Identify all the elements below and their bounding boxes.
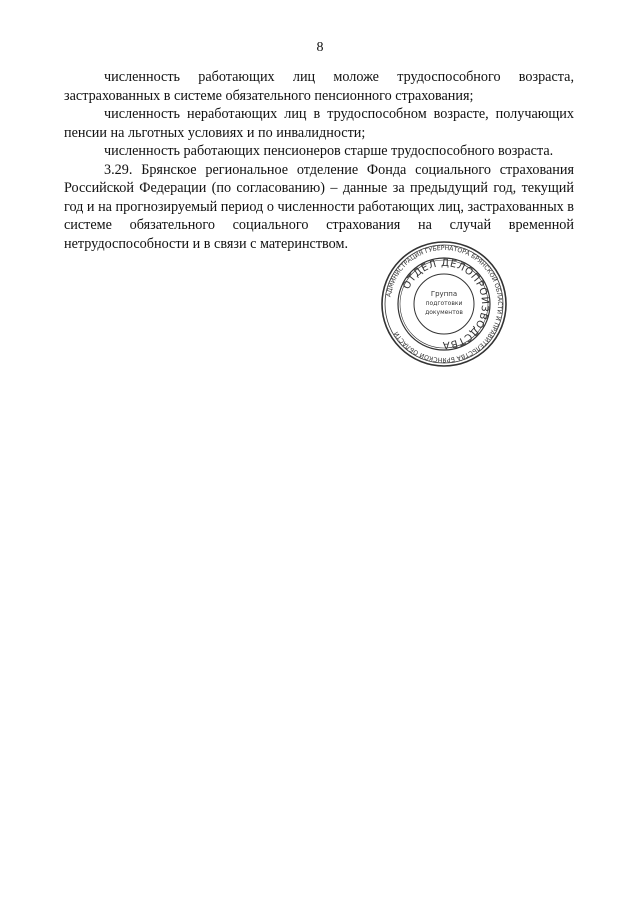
stamp-ring-text: ОТДЕЛ ДЕЛОПРОИЗВОДСТВА [401,257,491,351]
paragraph-1: численность работающих лиц моложе трудоспособного возраста, застрахованных в системе обязательного пенсионного страхования; [64,69,574,104]
official-stamp [380,240,508,368]
stamp-seal-icon [380,240,508,368]
paragraph-3: численность работающих пенсионеров старше трудоспособного возраста. [104,143,554,159]
stamp-center-line-2: подготовки [425,300,463,307]
paragraph-4: 3.29. Брянское региональное отделение Фонда социального страхования Российской Федерации (по согласованию) – данные за предыдущий год, текущий год и на прогнозируемый период о численности работающих лиц, застрахованных в системе обязательного социального страхования на случай временной нетрудоспособности и в связи с материнством. [64,161,574,252]
paragraph-2: численность неработающих лиц в трудоспособном возрасте, получающих пенсии на льготных условиях и по инвалидности; [64,106,574,141]
page-number: 8 [316,40,324,55]
stamp-center-line-1: Группа [430,290,458,298]
document-body [64,68,574,253]
stamp-center-line-3: документов [425,309,463,316]
stamp-outer-text: АДМИНИСТРАЦИЯ ГУБЕРНАТОРА БРЯНСКОЙ ОБЛАСТИ И ПРАВИТЕЛЬСТВА БРЯНСКОЙ ОБЛАСТИ [385,244,504,364]
